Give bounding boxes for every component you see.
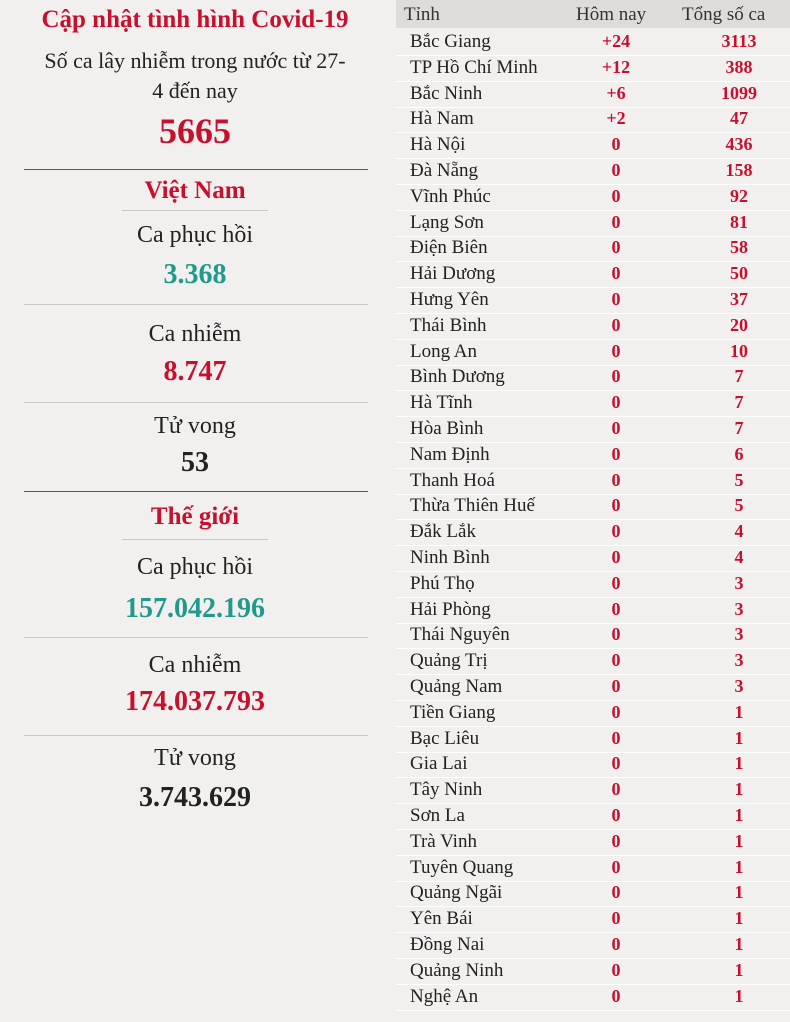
table-row [396, 959, 790, 985]
today-count: 0 [611, 263, 621, 284]
today-count: 0 [611, 547, 621, 567]
today-count: 0 [611, 418, 621, 438]
province-name: Thanh Hoá [410, 469, 495, 491]
total-count: 3 [734, 676, 744, 696]
total-count: 3 [734, 650, 744, 671]
page-title: Cập nhật tình hình Covid-19 [41, 6, 349, 33]
province-name: Nghệ An [410, 985, 479, 1007]
province-name: Bắc Giang [410, 31, 491, 52]
table-row [396, 752, 790, 778]
table-row [396, 727, 790, 753]
vn-deaths-value: 53 [181, 447, 209, 478]
table-row [396, 417, 790, 443]
total-count: 1 [734, 727, 744, 748]
today-count: 0 [611, 598, 621, 619]
total-count: 47 [730, 108, 748, 129]
header-today: Hôm nay [576, 4, 647, 25]
world-recovered-value: 157.042.196 [125, 593, 265, 624]
vn-recovered-value: 3.368 [163, 259, 227, 290]
total-count: 4 [734, 547, 744, 567]
today-count: 0 [611, 753, 621, 774]
today-count: 0 [611, 237, 621, 258]
province-name: Đắk Lắk [410, 521, 476, 543]
province-name: Hà Nội [410, 134, 466, 156]
province-name: Hải Phòng [410, 598, 491, 620]
world-infected-value: 174.037.793 [125, 686, 265, 717]
table-row [396, 598, 790, 624]
table-row [396, 236, 790, 262]
world-infected-label: Ca nhiễm [148, 652, 242, 678]
total-count: 1 [734, 985, 744, 1006]
today-count: 0 [611, 959, 621, 980]
province-name: Thừa Thiên Huế [410, 495, 535, 517]
total-count: 50 [730, 263, 748, 284]
total-count: 1 [734, 805, 744, 825]
table-row [396, 314, 790, 340]
table-row [396, 933, 790, 959]
total-count: 5 [734, 469, 744, 490]
province-name: Quảng Trị [410, 650, 488, 672]
province-name: Nam Định [410, 443, 490, 465]
table-row [396, 365, 790, 391]
today-count: +2 [606, 108, 626, 129]
today-count: 0 [611, 856, 621, 877]
province-name: Phú Thọ [410, 572, 475, 594]
table-row [396, 907, 790, 933]
province-name: Hà Tĩnh [410, 392, 473, 414]
total-count: 1099 [721, 82, 757, 103]
header-total: Tổng số ca [682, 4, 766, 25]
table-row [396, 649, 790, 675]
divider [24, 637, 368, 638]
total-count: 7 [734, 366, 744, 387]
divider [24, 169, 368, 170]
table-row [396, 856, 790, 882]
table-row [396, 623, 790, 649]
today-count: 0 [611, 340, 621, 361]
world-deaths-label: Tử vong [154, 745, 236, 771]
today-count: +24 [601, 31, 631, 51]
table-row [396, 56, 790, 82]
table-row [396, 443, 790, 469]
total-count: 1 [734, 908, 744, 929]
vn-deaths-label: Tử vong [154, 413, 236, 439]
province-name: Điện Biên [410, 237, 488, 259]
total-count: 92 [730, 185, 748, 206]
table-row [396, 830, 790, 856]
province-name: Thái Nguyên [410, 624, 510, 646]
total-count: 10 [730, 340, 748, 361]
province-table [396, 0, 790, 1022]
total-count: 5 [734, 495, 744, 516]
today-count: 0 [611, 779, 621, 800]
total-count: 388 [725, 56, 753, 77]
total-count: 1 [734, 959, 744, 980]
total-count: 1 [734, 779, 744, 800]
total-count: 58 [730, 237, 748, 258]
province-name: Thái Bình [410, 314, 487, 336]
table-row [396, 211, 790, 237]
today-count: 0 [611, 469, 621, 490]
today-count: 0 [611, 366, 621, 387]
province-name: Đồng Nai [410, 934, 485, 955]
today-count: +12 [601, 56, 631, 77]
table-row [396, 675, 790, 701]
today-count: +6 [606, 82, 626, 103]
total-count: 20 [730, 314, 748, 335]
total-count: 81 [730, 211, 748, 232]
total-count: 3 [734, 572, 744, 593]
total-count: 3 [734, 598, 744, 619]
table-row [396, 469, 790, 495]
vn-infected-label: Ca nhiễm [148, 321, 242, 347]
summary-panel [0, 0, 390, 1022]
table-row [396, 262, 790, 288]
province-name: Tuyên Quang [410, 856, 514, 878]
divider [24, 735, 368, 736]
total-count: 1 [734, 830, 744, 851]
total-count: 1 [734, 753, 744, 774]
province-name: Yên Bái [410, 908, 473, 930]
today-count: 0 [611, 211, 621, 232]
province-name: Quảng Ngãi [410, 882, 503, 904]
total-count: 1 [734, 934, 744, 954]
divider [24, 304, 368, 305]
domestic-total: 5665 [159, 111, 231, 151]
vietnam-heading: Việt Nam [144, 177, 246, 204]
province-name: Ninh Bình [410, 547, 490, 568]
today-count: 0 [611, 934, 621, 954]
table-row [396, 288, 790, 314]
vn-recovered-label: Ca phục hồi [137, 222, 253, 248]
vn-infected-value: 8.747 [163, 356, 227, 387]
table-row [396, 546, 790, 572]
province-name: Bắc Ninh [410, 82, 483, 104]
today-count: 0 [611, 289, 621, 309]
province-name: Tây Ninh [410, 779, 483, 801]
table-row [396, 804, 790, 830]
table-row [396, 778, 790, 804]
divider [24, 402, 368, 403]
today-count: 0 [611, 521, 621, 542]
total-count: 1 [734, 856, 744, 877]
today-count: 0 [611, 882, 621, 903]
province-name: Quảng Ninh [410, 959, 504, 981]
total-count: 4 [734, 521, 744, 542]
total-count: 1 [734, 882, 744, 903]
today-count: 0 [611, 160, 621, 180]
table-row [396, 340, 790, 366]
province-name: Hòa Bình [410, 418, 484, 439]
province-name: Hưng Yên [410, 289, 489, 310]
divider [122, 210, 268, 211]
world-heading: Thế giới [150, 503, 240, 530]
province-name: Trà Vinh [410, 830, 477, 852]
table-row [396, 159, 790, 185]
total-count: 1 [734, 701, 744, 722]
table-row [396, 30, 790, 56]
total-count: 3113 [721, 31, 757, 51]
subtitle: Số ca lây nhiễm trong nước từ 27-4 đến nay [44, 48, 346, 103]
today-count: 0 [611, 314, 621, 335]
province-name: Bình Dương [410, 366, 505, 388]
today-count: 0 [611, 830, 621, 851]
province-name: Gia Lai [410, 753, 468, 775]
total-count: 436 [725, 134, 753, 155]
today-count: 0 [611, 443, 621, 464]
total-count: 158 [725, 160, 753, 180]
table-row [396, 107, 790, 133]
today-count: 0 [611, 650, 621, 671]
table-row [396, 185, 790, 211]
header-province: Tỉnh [404, 4, 440, 25]
table-row [396, 133, 790, 159]
total-count: 7 [734, 392, 744, 413]
today-count: 0 [611, 624, 621, 645]
total-count: 3 [734, 624, 744, 645]
table-row [396, 701, 790, 727]
table-row [396, 520, 790, 546]
total-count: 37 [730, 289, 748, 309]
province-name: Sơn La [410, 805, 465, 826]
province-name: Hà Nam [410, 108, 474, 130]
total-count: 6 [734, 443, 744, 464]
today-count: 0 [611, 985, 621, 1006]
province-name: Đà Nẵng [410, 160, 479, 181]
table-row [396, 82, 790, 108]
table-row [396, 985, 790, 1011]
province-name: Bạc Liêu [410, 727, 480, 749]
province-name: Quảng Nam [410, 676, 503, 697]
table-header [396, 0, 790, 28]
table-row [396, 494, 790, 520]
today-count: 0 [611, 908, 621, 929]
world-deaths-value: 3.743.629 [139, 782, 251, 813]
today-count: 0 [611, 805, 621, 825]
today-count: 0 [611, 495, 621, 516]
divider [122, 539, 268, 540]
today-count: 0 [611, 727, 621, 748]
today-count: 0 [611, 676, 621, 696]
province-name: TP Hồ Chí Minh [410, 56, 538, 78]
today-count: 0 [611, 134, 621, 155]
province-name: Lạng Sơn [410, 211, 484, 233]
today-count: 0 [611, 392, 621, 413]
province-name: Hải Dương [410, 263, 496, 285]
total-count: 7 [734, 418, 744, 438]
divider [24, 491, 368, 492]
today-count: 0 [611, 185, 621, 206]
province-name: Vĩnh Phúc [410, 185, 491, 207]
today-count: 0 [611, 572, 621, 593]
province-name: Long An [410, 340, 478, 362]
table-row [396, 391, 790, 417]
today-count: 0 [611, 701, 621, 722]
province-name: Tiền Giang [410, 701, 496, 723]
table-row [396, 572, 790, 598]
table-row [396, 881, 790, 907]
world-recovered-label: Ca phục hồi [137, 554, 253, 580]
